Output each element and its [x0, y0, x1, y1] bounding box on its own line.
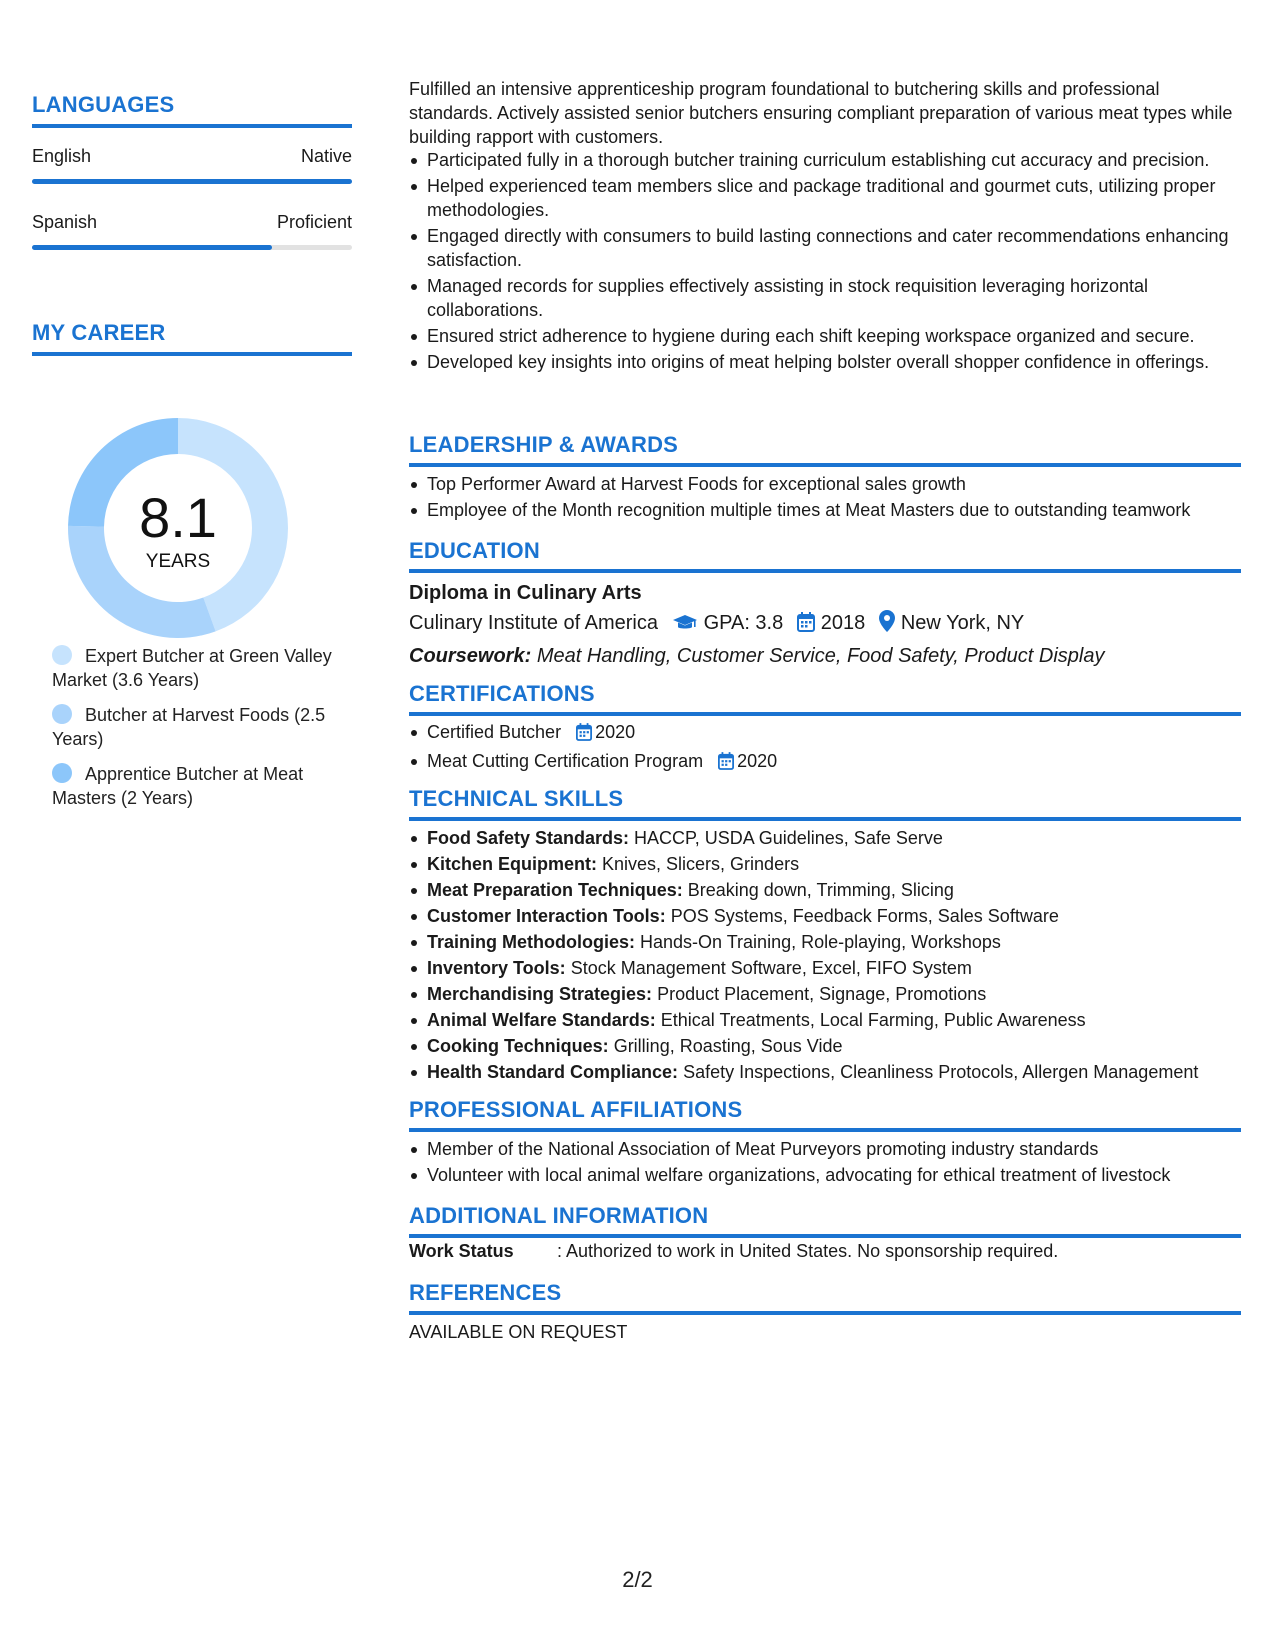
skill-item	[409, 852, 1241, 876]
language-level: Native	[300, 146, 352, 166]
skill-value: POS Systems, Feedback Forms, Sales Software	[670, 906, 1059, 926]
list-item: Managed records for supplies effectively assisting in stock requisition leveraging horizontal collaborations.	[409, 274, 1241, 322]
additional-heading: ADDITIONAL INFORMATION	[409, 1203, 1241, 1238]
list-item: Helped experienced team members slice and package traditional and gourmet cuts, utilizing proper methodologies.	[409, 174, 1241, 222]
coursework	[409, 641, 1241, 671]
list-item: Employee of the Month recognition multiple times at Meat Masters due to outstanding teamwork	[409, 498, 1241, 522]
skill-label: Cooking Techniques:	[427, 1036, 609, 1056]
skill-item	[409, 878, 1241, 902]
calendar-icon	[797, 611, 815, 641]
skill-label: Training Methodologies:	[427, 932, 635, 952]
leadership-heading: LEADERSHIP & AWARDS	[409, 432, 1241, 467]
references-text: AVAILABLE ON REQUEST	[409, 1322, 628, 1342]
education-heading: EDUCATION	[409, 538, 1241, 573]
career-heading: MY CAREER	[32, 320, 352, 356]
coursework-text: Meat Handling, Customer Service, Food Safety, Product Display	[536, 645, 1105, 667]
cert-year: 2020	[737, 751, 778, 771]
legend-label: Apprentice Butcher at Meat Masters (2 Years)	[52, 764, 304, 808]
skill-value: Product Placement, Signage, Promotions	[657, 984, 987, 1004]
affiliations-list	[409, 1137, 1241, 1189]
skill-value: Stock Management Software, Excel, FIFO System	[570, 958, 972, 978]
certifications-heading: CERTIFICATIONS	[409, 681, 1241, 716]
skill-label: Animal Welfare Standards:	[427, 1010, 656, 1030]
career-total-value: 8.1	[139, 486, 217, 549]
list-item	[409, 720, 1241, 747]
skill-value: Knives, Slicers, Grinders	[602, 854, 800, 874]
certifications-list	[409, 720, 1241, 778]
skill-item	[409, 904, 1241, 928]
skill-item	[409, 826, 1241, 850]
skill-value: Hands-On Training, Role-playing, Workshops	[640, 932, 1001, 952]
language-bar-fill	[32, 179, 352, 184]
skill-value: Safety Inspections, Cleanliness Protocols, Allergen Management	[683, 1062, 1199, 1082]
leadership-list	[409, 472, 1241, 524]
career-total-unit: YEARS	[145, 551, 211, 572]
legend-label: Butcher at Harvest Foods (2.5 Years)	[52, 705, 326, 749]
skill-label: Health Standard Compliance:	[427, 1062, 679, 1082]
skill-item	[409, 1034, 1241, 1058]
legend-dot	[52, 704, 72, 724]
gpa: GPA: 3.8	[703, 612, 784, 634]
coursework-label: Coursework:	[409, 645, 532, 667]
list-item: Member of the National Association of Meat Purveyors promoting industry standards	[409, 1137, 1241, 1161]
legend-dot	[52, 645, 72, 665]
list-item: Developed key insights into origins of meat helping bolster overall shopper confidence in offerings.	[409, 350, 1241, 374]
education-entry	[409, 578, 1241, 671]
graduation-year: 2018	[820, 612, 866, 634]
skill-item	[409, 930, 1241, 954]
skill-label: Inventory Tools:	[427, 958, 566, 978]
work-status-value: : Authorized to work in United States. No sponsorship required.	[557, 1241, 1059, 1261]
page-number: 2/2	[622, 1567, 653, 1592]
skill-item	[409, 1008, 1241, 1032]
skill-label: Kitchen Equipment:	[427, 854, 597, 874]
education-location: New York, NY	[900, 612, 1025, 634]
list-item: Volunteer with local animal welfare organizations, advocating for ethical treatment of livestock	[409, 1163, 1241, 1187]
career-legend-item	[52, 644, 352, 692]
language-bar	[32, 245, 352, 250]
skill-label: Customer Interaction Tools:	[427, 906, 666, 926]
skills-list	[409, 826, 1241, 1086]
references-heading: REFERENCES	[409, 1280, 1241, 1315]
skills-heading: TECHNICAL SKILLS	[409, 786, 1241, 821]
skill-item	[409, 1060, 1241, 1084]
language-name: Spanish	[32, 212, 98, 232]
skill-value: HACCP, USDA Guidelines, Safe Serve	[634, 828, 943, 848]
list-item: Ensured strict adherence to hygiene during each shift keeping workspace organized and secure.	[409, 324, 1241, 348]
cert-name: Certified Butcher	[427, 722, 562, 742]
skill-item	[409, 982, 1241, 1006]
cert-name: Meat Cutting Certification Program	[427, 751, 704, 771]
skill-value: Grilling, Roasting, Sous Vide	[613, 1036, 843, 1056]
affiliations-heading: PROFESSIONAL AFFILIATIONS	[409, 1097, 1241, 1132]
degree-title: Diploma in Culinary Arts	[409, 582, 642, 604]
cert-year: 2020	[595, 722, 636, 742]
language-bar-fill	[32, 245, 272, 250]
graduation-cap-icon	[672, 611, 698, 641]
education-meta	[409, 608, 1241, 641]
skill-value: Breaking down, Trimming, Slicing	[687, 880, 954, 900]
language-name: English	[32, 146, 92, 166]
list-item	[409, 749, 1241, 776]
legend-dot	[52, 763, 72, 783]
list-item: Top Performer Award at Harvest Foods for exceptional sales growth	[409, 472, 1241, 496]
skill-value: Ethical Treatments, Local Farming, Public Awareness	[660, 1010, 1086, 1030]
career-legend-item	[52, 762, 352, 810]
location-pin-icon	[879, 610, 895, 641]
language-level: Proficient	[276, 212, 352, 232]
work-status-label: Work Status	[409, 1241, 514, 1261]
languages-heading: LANGUAGES	[32, 92, 352, 128]
calendar-icon	[576, 723, 592, 747]
skill-label: Food Safety Standards:	[427, 828, 630, 848]
school-name: Culinary Institute of America	[409, 612, 658, 634]
list-item: Participated fully in a thorough butcher training curriculum establishing cut accuracy and precision.	[409, 148, 1241, 172]
skill-item	[409, 956, 1241, 980]
list-item: Engaged directly with consumers to build lasting connections and cater recommendations enhancing satisfaction.	[409, 224, 1241, 272]
experience-summary: Fulfilled an intensive apprenticeship program foundational to butchering skills and professional standards. Actively assisted senior butchers ensuring compliant preparation of various meat types while building rapport with customers.	[409, 79, 1233, 147]
skill-label: Meat Preparation Techniques:	[427, 880, 683, 900]
language-bar	[32, 179, 352, 184]
calendar-icon	[718, 752, 734, 776]
legend-label: Expert Butcher at Green Valley Market (3.6 Years)	[52, 646, 332, 690]
career-legend-item	[52, 703, 352, 751]
experience-bullets	[409, 148, 1241, 376]
skill-label: Merchandising Strategies:	[427, 984, 653, 1004]
